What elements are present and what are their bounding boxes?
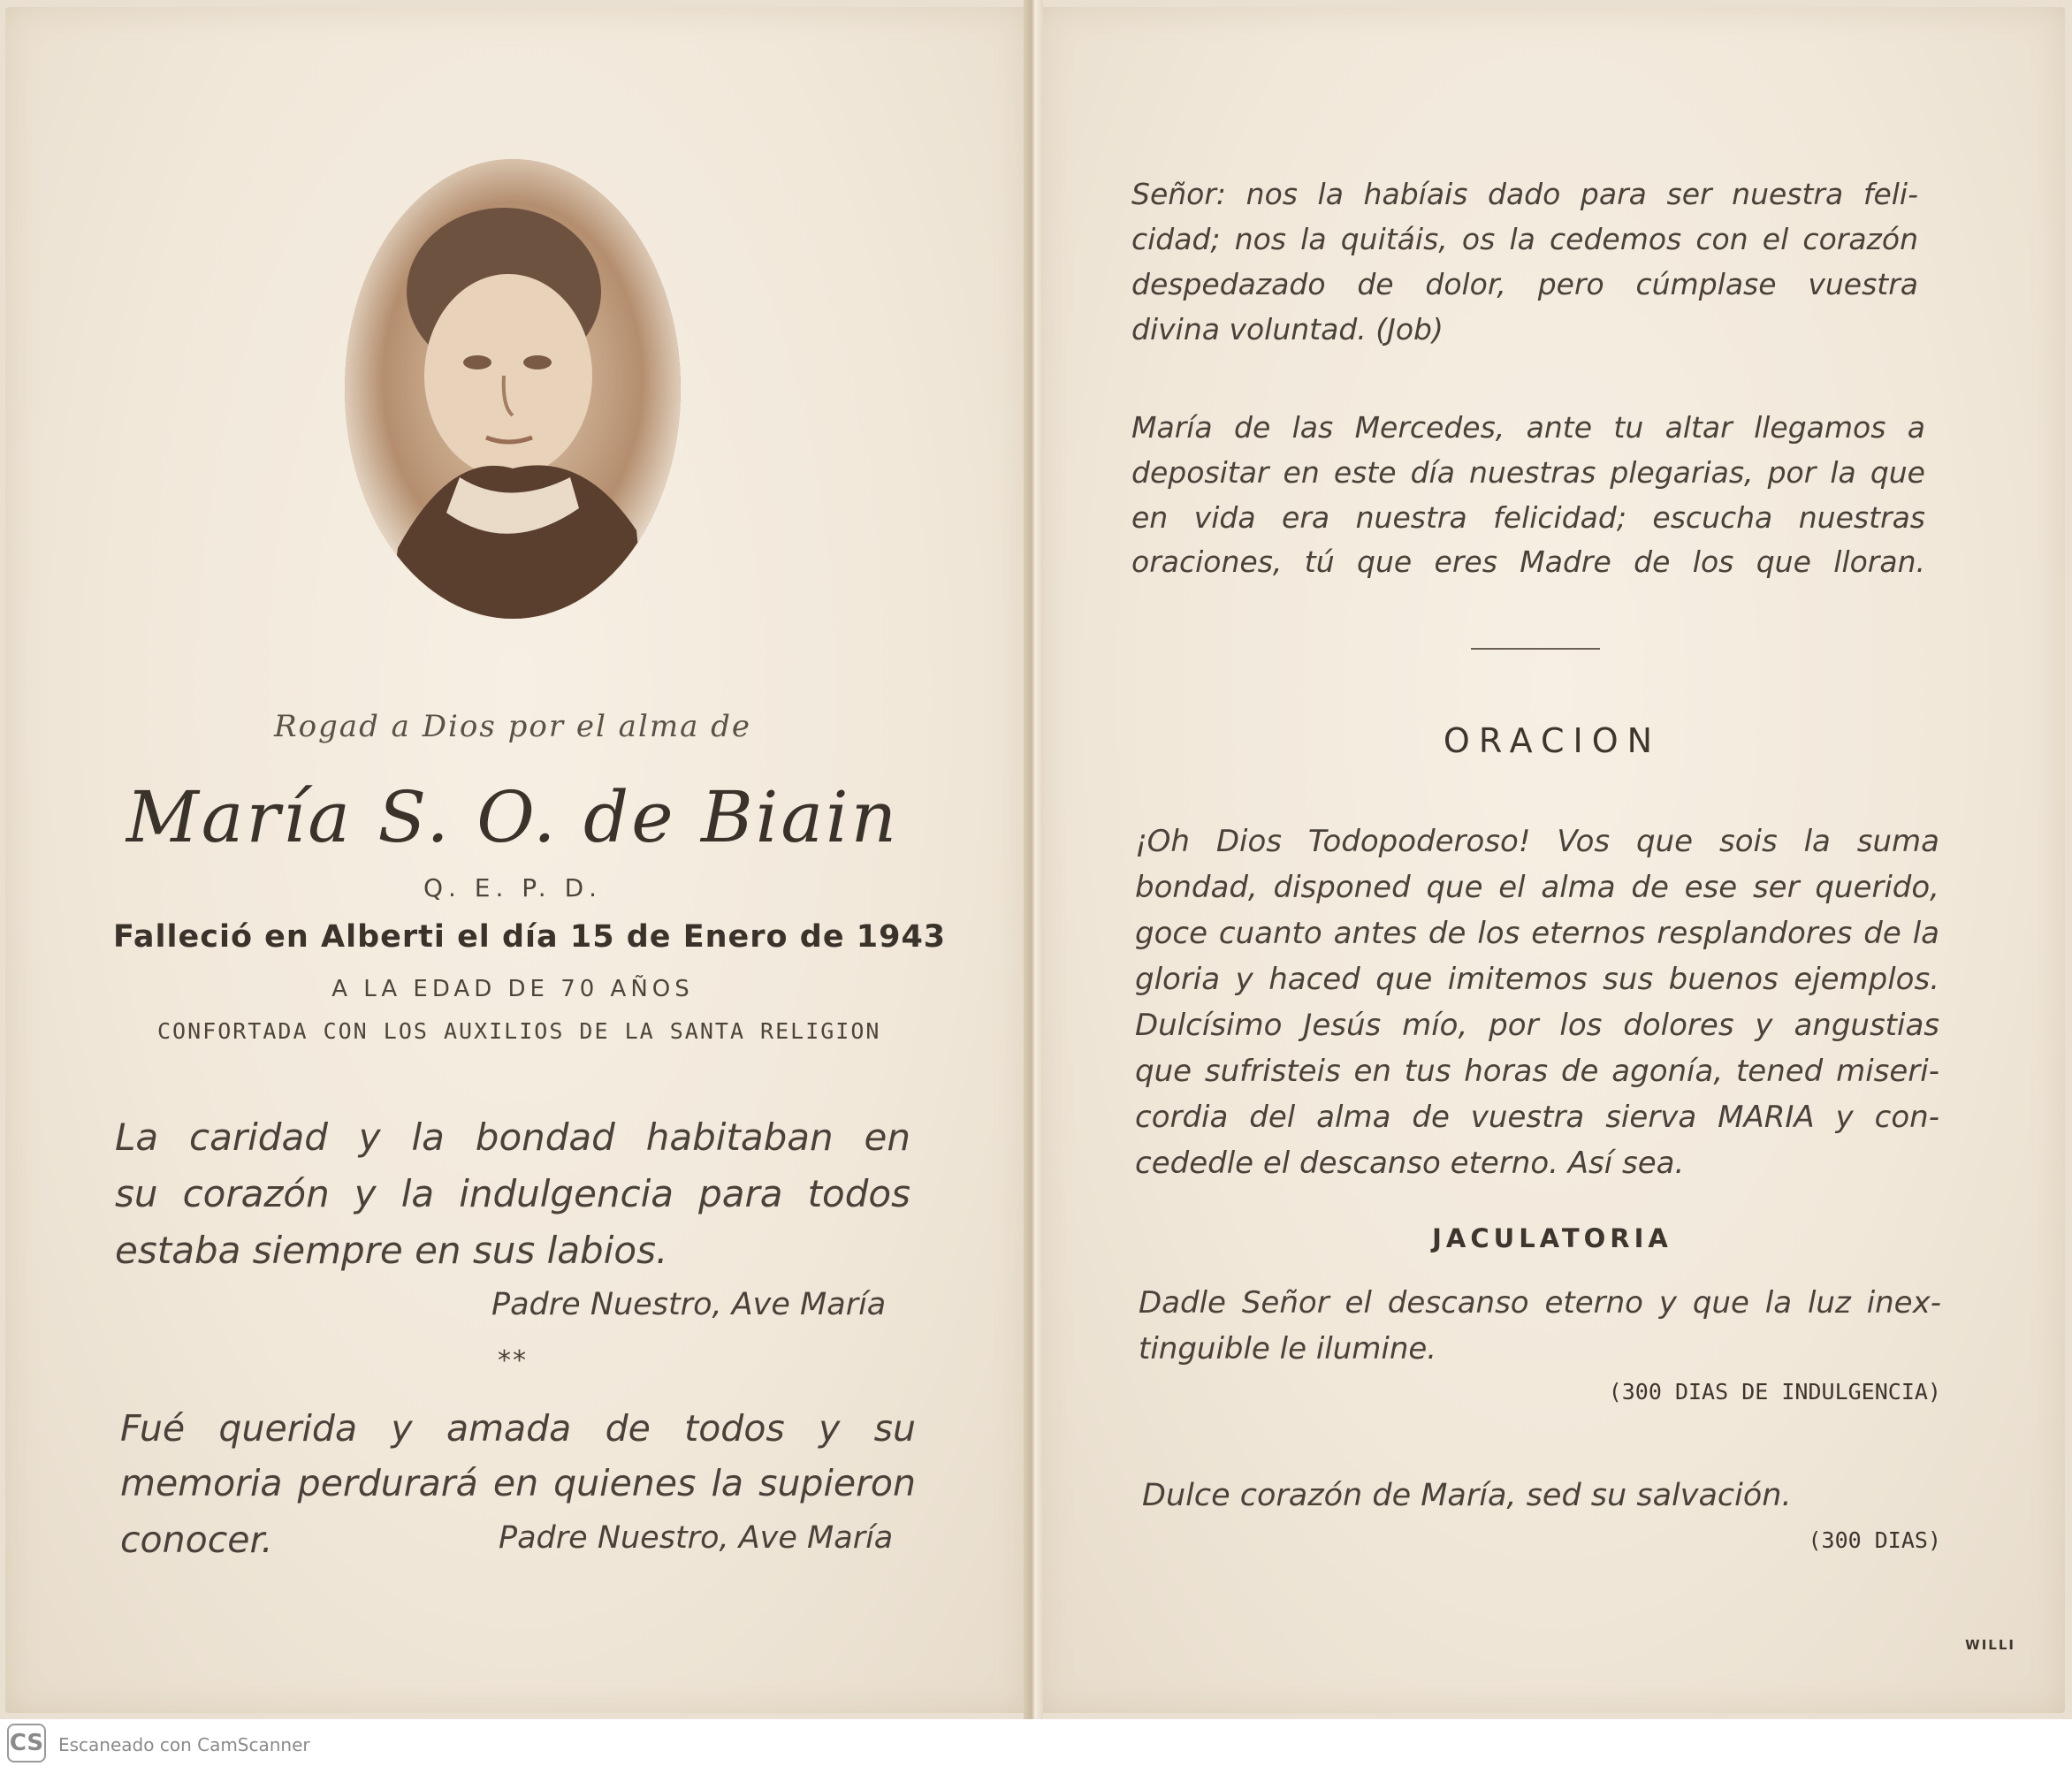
closing-line: Dulce corazón de María, sed su salvación. xyxy=(1142,1478,1792,1513)
paragraph1-line: estaba siempre en sus labios. xyxy=(115,1229,668,1272)
card-fold xyxy=(1024,0,1043,1719)
closing-days: (300 DIAS) xyxy=(1808,1527,1941,1553)
right-page xyxy=(1040,7,2065,1713)
age-line: A LA EDAD DE 70 AÑOS xyxy=(331,976,694,1002)
paragraph2-line: Fué querida y amada de todos y su xyxy=(120,1407,916,1450)
deceased-name: María S. O. de Biain xyxy=(126,776,900,858)
jaculatoria-line: Dadle Señor el descanso eterno y que la luz inex- xyxy=(1139,1285,1941,1321)
paragraph2-line: memoria perdurará en quienes la supieron xyxy=(120,1462,916,1504)
verse1-line: divina voluntad. (Job) xyxy=(1131,312,1444,346)
camscanner-watermark: Escaneado con CamScanner xyxy=(58,1734,310,1755)
jaculatoria-title: JACULATORIA xyxy=(1432,1223,1672,1253)
prayer-line: cededle el descanso eterno. Así sea. xyxy=(1135,1146,1685,1181)
portrait-photo xyxy=(345,159,681,619)
prayer-title: ORACION xyxy=(1443,721,1662,760)
verse1-line: despedazado de dolor, pero cúmplase vuestra xyxy=(1131,267,1918,301)
prayer-line: gloria y haced que imitemos sus buenos ejemplos. xyxy=(1135,962,1939,997)
prayer1-line: Padre Nuestro, Ave María xyxy=(491,1287,887,1322)
printer-mark: WILLI xyxy=(1965,1637,2015,1653)
verse1-line: cidad; nos la quitáis, os la cedemos con el corazón xyxy=(1131,222,1918,256)
verse2-line: María de las Mercedes, ante tu altar llegamos a xyxy=(1131,410,1925,445)
paragraph1-line: su corazón y la indulgencia para todos xyxy=(115,1172,910,1215)
paragraph2-line: conocer. xyxy=(120,1519,273,1561)
prayer2-line: Padre Nuestro, Ave María xyxy=(499,1520,894,1556)
prayer-line: bondad, disponed que el alma de ese ser querido, xyxy=(1135,870,1939,905)
prayer-line: ¡Oh Dios Todopoderoso! Vos que sois la suma xyxy=(1135,824,1939,859)
verse1-line: Señor: nos la habíais dado para ser nuestra feli- xyxy=(1131,177,1918,211)
verse2-line: en vida era nuestra felicidad; escucha nuestras xyxy=(1131,500,1925,535)
indulgence-note: (300 DIAS DE INDULGENCIA) xyxy=(1608,1379,1941,1405)
camscanner-logo-icon: CS xyxy=(7,1724,46,1763)
prayer-line: goce cuanto antes de los eternos resplandores de la xyxy=(1135,916,1939,951)
verse2-line: depositar en este día nuestras plegarias, por la que xyxy=(1131,455,1925,490)
paragraph1-line: La caridad y la bondad habitaban en xyxy=(115,1115,910,1159)
prayer-line: cordia del alma de vuestra sierva MARIA y con- xyxy=(1135,1100,1939,1135)
comfort-line: CONFORTADA CON LOS AUXILIOS DE LA SANTA RELIGION xyxy=(157,1018,881,1044)
prayer-line: que sufristeis en tus horas de agonía, tened miseri- xyxy=(1135,1054,1939,1089)
prayer-line: Dulcísimo Jesús mío, por los dolores y angustias xyxy=(1135,1008,1939,1043)
verse2-line: oraciones, tú que eres Madre de los que lloran. xyxy=(1131,544,1925,579)
intro-line: Rogad a Dios por el alma de xyxy=(273,709,752,744)
section-divider xyxy=(1471,648,1600,650)
jaculatoria-line: tinguible le ilumine. xyxy=(1139,1331,1437,1367)
death-line: Falleció en Alberti el día 15 de Enero de 1943 xyxy=(113,919,947,955)
qepd-line: Q. E. P. D. xyxy=(423,873,603,902)
separator-stars: ** xyxy=(498,1345,528,1376)
